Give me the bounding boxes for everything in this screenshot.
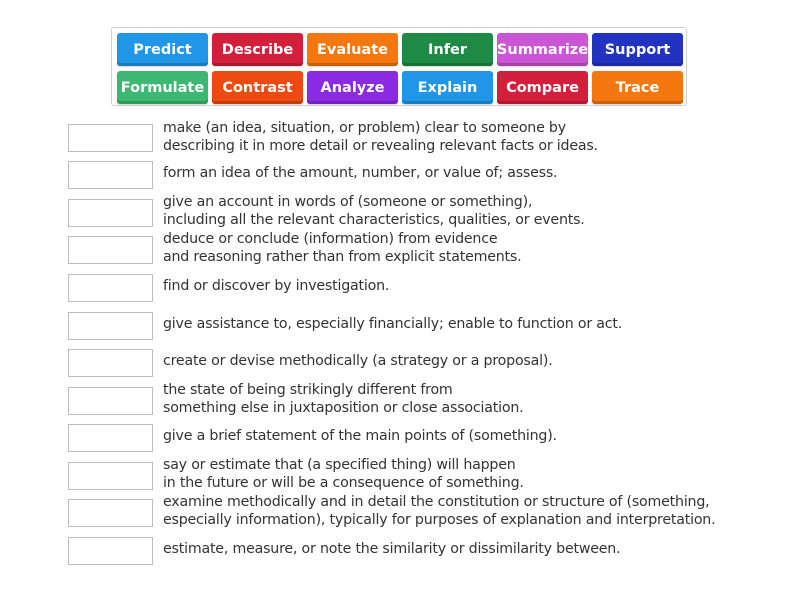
definition-text: create or devise methodically (a strategy or a proposal). <box>163 353 553 369</box>
answer-drop-box[interactable] <box>68 124 153 152</box>
word-tile-trace[interactable]: Trace <box>592 71 683 104</box>
definition-text: find or discover by investigation. <box>163 278 390 294</box>
definition-text: estimate, measure, or note the similarity or dissimilarity between. <box>163 541 621 557</box>
definition-text: form an idea of the amount, number, or value of; assess. <box>163 165 558 181</box>
word-tile-predict[interactable]: Predict <box>117 33 208 66</box>
answer-drop-box[interactable] <box>68 537 153 565</box>
word-tile-contrast[interactable]: Contrast <box>212 71 303 104</box>
answer-drop-box[interactable] <box>68 387 153 415</box>
definition-text: the state of being strikingly different from something else in juxtaposition or close association. <box>163 382 524 416</box>
definition-text: make (an idea, situation, or problem) clear to someone by describing it in more detail or revealing relevant facts or ideas. <box>163 120 598 154</box>
answer-drop-box[interactable] <box>68 236 153 264</box>
answer-drop-box[interactable] <box>68 462 153 490</box>
word-tile-explain[interactable]: Explain <box>402 71 493 104</box>
answer-drop-box[interactable] <box>68 199 153 227</box>
definition-text: examine methodically and in detail the constitution or structure of (something, especially information), typically for purposes of explanation and interpretation. <box>163 494 716 528</box>
definition-text: give an account in words of (someone or something), including all the relevant characteristics, qualities, or events. <box>163 194 585 228</box>
word-tile-summarize[interactable]: Summarize <box>497 33 588 66</box>
answer-drop-box[interactable] <box>68 424 153 452</box>
definition-text: deduce or conclude (information) from evidence and reasoning rather than from explicit statements. <box>163 231 522 265</box>
word-tile-formulate[interactable]: Formulate <box>117 71 208 104</box>
definition-text: give assistance to, especially financially; enable to function or act. <box>163 316 623 332</box>
word-tile-analyze[interactable]: Analyze <box>307 71 398 104</box>
definition-text: give a brief statement of the main points of (something). <box>163 428 557 444</box>
answer-drop-box[interactable] <box>68 274 153 302</box>
answer-drop-box[interactable] <box>68 499 153 527</box>
answer-drop-box[interactable] <box>68 349 153 377</box>
word-tile-infer[interactable]: Infer <box>402 33 493 66</box>
word-tile-evaluate[interactable]: Evaluate <box>307 33 398 66</box>
answer-drop-box[interactable] <box>68 161 153 189</box>
word-tile-compare[interactable]: Compare <box>497 71 588 104</box>
word-tile-describe[interactable]: Describe <box>212 33 303 66</box>
word-tile-support[interactable]: Support <box>592 33 683 66</box>
answer-drop-box[interactable] <box>68 312 153 340</box>
definition-text: say or estimate that (a specified thing) will happen in the future or will be a consequence of something. <box>163 457 524 491</box>
word-bank <box>111 27 687 106</box>
